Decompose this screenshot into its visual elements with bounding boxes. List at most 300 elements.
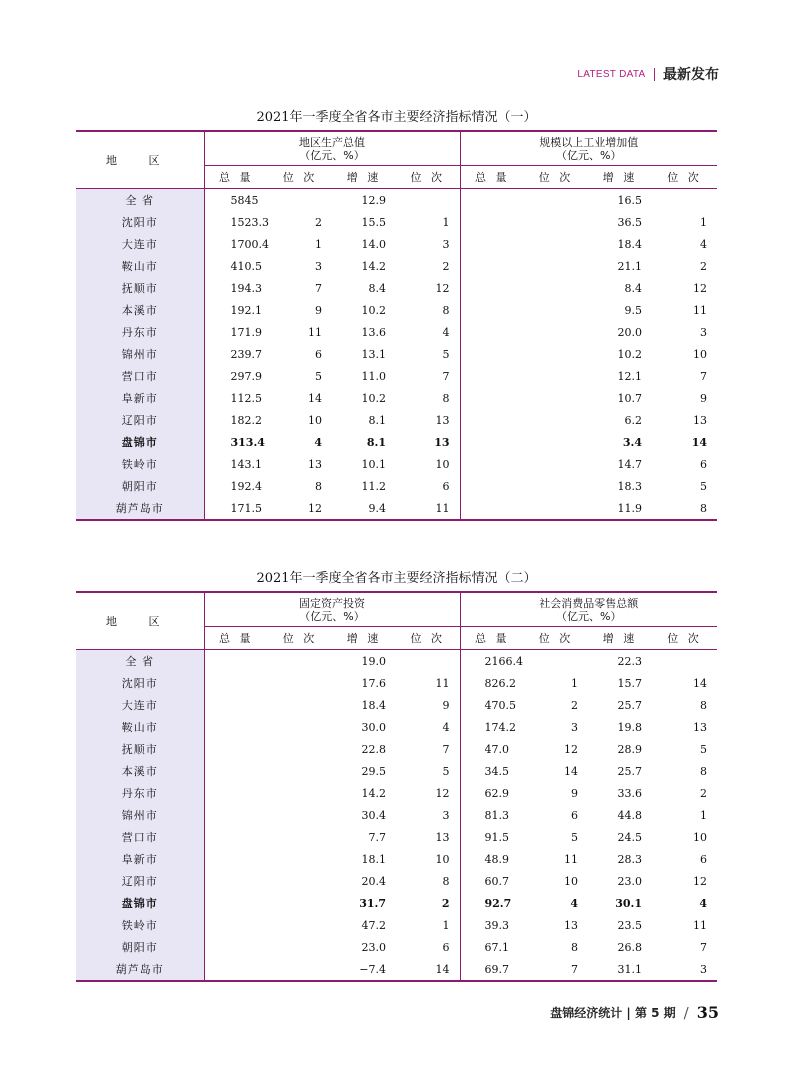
table-cell: 13 [693, 413, 707, 427]
table-cell: 18.4 [617, 237, 642, 251]
table-row [76, 409, 717, 431]
table-cell: 6 [442, 940, 450, 954]
table-cell: 8 [315, 479, 322, 493]
table-cell: 12 [435, 786, 450, 800]
table-cell: 3 [700, 325, 707, 339]
table-cell: 8 [442, 303, 450, 317]
table-cell: 4 [570, 896, 578, 910]
table-cell: 2 [700, 786, 707, 800]
table-cell: 5845 [204, 189, 268, 212]
table-cell: 26.8 [617, 940, 642, 954]
table-cell [204, 650, 268, 673]
table-cell: 14 [691, 435, 707, 449]
table-cell: 13.1 [361, 347, 386, 361]
table-cell: 171.5 [204, 497, 268, 520]
region-name: 锦州市 [76, 343, 204, 365]
table-cell [204, 958, 268, 981]
table-cell: 12 [435, 281, 450, 295]
table-cell [524, 255, 588, 277]
table-cell [524, 299, 588, 321]
table-cell: 19.8 [617, 720, 642, 734]
table-cell: −7.4 [359, 962, 386, 976]
table-cell: 1 [442, 918, 450, 932]
table-cell: 8 [442, 391, 450, 405]
table-cell [460, 431, 524, 453]
table-cell: 9.5 [624, 303, 642, 317]
table-cell: 5 [700, 479, 707, 493]
page-number: 35 [696, 1003, 719, 1022]
table-cell: 11 [435, 676, 450, 690]
table-cell: 31.7 [359, 896, 386, 910]
table-cell: 15.5 [361, 215, 386, 229]
table-cell: 25.7 [617, 764, 642, 778]
table-cell: 29.5 [361, 764, 386, 778]
region-name: 抚顺市 [76, 738, 204, 760]
table-cell [204, 738, 268, 760]
table-cell [204, 826, 268, 848]
table-cell: 7 [571, 962, 578, 976]
table-row [76, 189, 717, 212]
column-group-header [460, 131, 717, 166]
table-cell: 11 [693, 918, 707, 932]
table-cell [204, 848, 268, 870]
table-row [76, 936, 717, 958]
table-cell: 14.2 [361, 259, 386, 273]
table-row [76, 431, 717, 453]
table-cell [268, 870, 332, 892]
table-cell [204, 760, 268, 782]
table-cell: 30.0 [361, 720, 386, 734]
table-cell: 2166.4 [460, 650, 524, 673]
table-cell: 6 [315, 347, 322, 361]
table-cell: 10.2 [361, 303, 386, 317]
footer-slash: / [683, 1003, 689, 1022]
table-cell [204, 936, 268, 958]
table-cell: 10.2 [617, 347, 642, 361]
table-cell: 2 [441, 896, 450, 910]
table-cell: 143.1 [204, 453, 268, 475]
table-cell: 11 [308, 325, 322, 339]
region-name: 营口市 [76, 365, 204, 387]
table-row [76, 233, 717, 255]
table-cell: 192.4 [204, 475, 268, 497]
table-cell: 8 [700, 764, 707, 778]
region-name: 丹东市 [76, 782, 204, 804]
table-cell: 6 [700, 852, 707, 866]
column-group-header [460, 592, 717, 627]
table-cell: 9 [700, 391, 707, 405]
table-cell [460, 475, 524, 497]
column-group-header-line: 固定资产投资 [299, 596, 365, 610]
region-name: 抚顺市 [76, 277, 204, 299]
table-cell: 17.6 [361, 676, 386, 690]
region-name: 本溪市 [76, 760, 204, 782]
table-row [76, 892, 717, 914]
table-row [76, 958, 717, 981]
table-cell: 182.2 [204, 409, 268, 431]
subcolumn-header: 位 次 [396, 166, 460, 189]
table-cell: 4 [700, 237, 707, 251]
table-cell: 7 [442, 369, 450, 383]
table-row [76, 672, 717, 694]
table-cell: 8.4 [624, 281, 642, 295]
subcolumn-header: 总 量 [460, 166, 524, 189]
table-cell: 1523.3 [204, 211, 268, 233]
table-cell: 31.1 [617, 962, 642, 976]
table-cell: 13 [435, 413, 450, 427]
table-cell [268, 716, 332, 738]
table-cell: 11 [564, 852, 578, 866]
table-cell: 3 [442, 808, 450, 822]
table-cell [524, 211, 588, 233]
table-cell: 36.5 [617, 215, 642, 229]
subcolumn-header: 总 量 [460, 627, 524, 650]
region-name: 盘锦市 [76, 431, 204, 453]
region-name: 大连市 [76, 233, 204, 255]
table-row [76, 321, 717, 343]
table-cell [524, 189, 588, 212]
table-row [76, 914, 717, 936]
region-header: 地 区 [76, 592, 204, 650]
region-name: 营口市 [76, 826, 204, 848]
table-cell: 44.8 [617, 808, 642, 822]
table-cell: 13 [435, 830, 450, 844]
table-cell [396, 189, 460, 212]
table-row [76, 870, 717, 892]
table-cell: 1 [700, 215, 707, 229]
table-cell: 10 [435, 457, 450, 471]
section-header [577, 64, 719, 84]
table-row [76, 826, 717, 848]
table-cell: 23.0 [617, 874, 642, 888]
region-name: 葫芦岛市 [76, 958, 204, 981]
table-cell: 1 [315, 237, 322, 251]
column-group-header-line: 地区生产总值 [299, 135, 365, 149]
table-cell [204, 694, 268, 716]
table-cell [268, 804, 332, 826]
table-cell: 20.4 [361, 874, 386, 888]
header-row-groups [76, 131, 717, 166]
header-label-en: LATEST DATA [577, 68, 646, 80]
table-cell: 23.5 [617, 918, 642, 932]
table-cell [460, 189, 524, 212]
table-row [76, 211, 717, 233]
table-cell [204, 716, 268, 738]
table-cell: 8 [700, 501, 707, 515]
table-row [76, 694, 717, 716]
table-cell: 92.7 [460, 892, 524, 914]
table-cell [460, 255, 524, 277]
table-cell: 16.5 [617, 193, 642, 207]
region-header: 地 区 [76, 131, 204, 189]
table-cell: 24.5 [617, 830, 642, 844]
table-row [76, 343, 717, 365]
table-cell: 12 [693, 281, 707, 295]
table-cell: 297.9 [204, 365, 268, 387]
table-cell: 2 [700, 259, 707, 273]
table-cell: 4 [442, 720, 450, 734]
table-cell: 91.5 [460, 826, 524, 848]
region-name: 大连市 [76, 694, 204, 716]
region-name: 朝阳市 [76, 475, 204, 497]
table-cell: 67.1 [460, 936, 524, 958]
column-group-header-line: （亿元、%） [299, 609, 365, 623]
table-cell [460, 211, 524, 233]
table-cell: 112.5 [204, 387, 268, 409]
table-cell: 7 [700, 940, 707, 954]
table-cell [460, 343, 524, 365]
table-cell: 8 [700, 698, 707, 712]
subcolumn-header: 增 速 [588, 166, 652, 189]
table-cell: 12 [308, 501, 322, 515]
column-group-header-line: 社会消费品零售总额 [539, 596, 639, 610]
table-cell [268, 826, 332, 848]
region-name: 葫芦岛市 [76, 497, 204, 520]
region-name: 全 省 [76, 189, 204, 212]
table-cell: 4 [442, 325, 450, 339]
region-name: 鞍山市 [76, 716, 204, 738]
table-row [76, 738, 717, 760]
region-name: 阜新市 [76, 387, 204, 409]
table-cell: 10 [693, 347, 707, 361]
table-row [76, 475, 717, 497]
table-cell [268, 672, 332, 694]
table-cell [652, 189, 717, 212]
table-cell: 5 [571, 830, 578, 844]
table-cell: 3.4 [622, 435, 642, 449]
table-cell [268, 892, 332, 914]
table-cell [268, 914, 332, 936]
table-cell: 69.7 [460, 958, 524, 981]
table-cell: 13 [434, 435, 450, 449]
column-group-header-line: 规模以上工业增加值 [539, 135, 639, 149]
table-cell: 28.9 [617, 742, 642, 756]
table-cell: 11.0 [361, 369, 386, 383]
region-name: 铁岭市 [76, 914, 204, 936]
table-cell: 10 [564, 874, 578, 888]
table-cell: 47.0 [460, 738, 524, 760]
table-row [76, 365, 717, 387]
table-cell: 30.1 [615, 896, 642, 910]
table-cell: 194.3 [204, 277, 268, 299]
table2 [76, 591, 717, 982]
table-cell: 7.7 [368, 830, 386, 844]
table-cell: 11.9 [617, 501, 642, 515]
table-cell: 21.1 [617, 259, 642, 273]
table-cell [204, 804, 268, 826]
table-cell: 6 [442, 479, 450, 493]
table-row [76, 848, 717, 870]
table-cell [460, 409, 524, 431]
subcolumn-header: 位 次 [652, 166, 717, 189]
table-cell: 2 [571, 698, 578, 712]
table-cell [268, 738, 332, 760]
region-name: 锦州市 [76, 804, 204, 826]
table-cell: 9 [442, 698, 450, 712]
column-group-header-line: （亿元、%） [299, 148, 365, 162]
table-cell: 2 [315, 215, 322, 229]
table-row [76, 277, 717, 299]
subcolumn-header: 总 量 [204, 166, 268, 189]
table-cell: 12 [693, 874, 707, 888]
table-cell: 4 [314, 435, 322, 449]
table-cell: 14.7 [617, 457, 642, 471]
table-cell: 410.5 [204, 255, 268, 277]
table-row [76, 453, 717, 475]
table-cell [204, 782, 268, 804]
page-footer [550, 1003, 719, 1022]
region-name: 朝阳市 [76, 936, 204, 958]
table2-title: 2021年一季度全省各市主要经济指标情况（二） [256, 571, 537, 586]
table-cell: 5 [442, 347, 450, 361]
subcolumn-header: 位 次 [268, 166, 332, 189]
table-cell: 33.6 [617, 786, 642, 800]
table-cell [524, 365, 588, 387]
table-row [76, 782, 717, 804]
table-cell: 7 [315, 281, 322, 295]
table-cell: 5 [315, 369, 322, 383]
table-cell: 25.7 [617, 698, 642, 712]
table-row [76, 716, 717, 738]
table-cell [524, 431, 588, 453]
table-cell [524, 343, 588, 365]
table-cell: 7 [442, 742, 450, 756]
table-cell: 22.8 [361, 742, 386, 756]
table-cell [524, 409, 588, 431]
table-row [76, 804, 717, 826]
header-label-cn: 最新发布 [663, 67, 719, 83]
table-cell [652, 650, 717, 673]
table-cell: 1 [442, 215, 450, 229]
table-cell [204, 672, 268, 694]
table-cell: 14.2 [361, 786, 386, 800]
table-cell: 34.5 [460, 760, 524, 782]
table-cell [268, 760, 332, 782]
table-cell [524, 497, 588, 520]
region-name: 全 省 [76, 650, 204, 673]
table-cell: 3 [315, 259, 322, 273]
table-cell: 18.3 [617, 479, 642, 493]
column-group-header [204, 592, 460, 627]
table-cell [460, 321, 524, 343]
table-cell: 1 [571, 676, 578, 690]
subcolumn-header: 增 速 [332, 627, 396, 650]
table-cell: 14.0 [361, 237, 386, 251]
table-cell: 5 [700, 742, 707, 756]
table-cell: 12 [564, 742, 578, 756]
table-cell: 11.2 [361, 479, 386, 493]
table-cell: 18.1 [361, 852, 386, 866]
table-cell: 28.3 [617, 852, 642, 866]
table-cell: 12.9 [361, 193, 386, 207]
subcolumn-header: 位 次 [652, 627, 717, 650]
table-cell: 13 [308, 457, 322, 471]
table-cell: 4 [699, 896, 707, 910]
table-cell: 8.4 [368, 281, 386, 295]
table-cell: 14 [693, 676, 707, 690]
region-name: 丹东市 [76, 321, 204, 343]
table-cell: 11 [693, 303, 707, 317]
table-cell [204, 870, 268, 892]
table-cell: 10 [308, 413, 322, 427]
table-cell [268, 189, 332, 212]
table-cell: 192.1 [204, 299, 268, 321]
table-cell: 10 [693, 830, 707, 844]
table-cell: 15.7 [617, 676, 642, 690]
region-name: 铁岭市 [76, 453, 204, 475]
table-cell [524, 475, 588, 497]
table-cell: 14 [435, 962, 450, 976]
table-cell: 13 [693, 720, 707, 734]
subcolumn-header: 位 次 [524, 166, 588, 189]
table-cell: 3 [700, 962, 707, 976]
table-cell: 10.1 [361, 457, 386, 471]
table-row [76, 760, 717, 782]
table-cell: 174.2 [460, 716, 524, 738]
table-cell: 81.3 [460, 804, 524, 826]
subcolumn-header: 总 量 [204, 627, 268, 650]
table-cell: 6 [571, 808, 578, 822]
table-cell: 18.4 [361, 698, 386, 712]
column-group-header [204, 131, 460, 166]
region-name: 沈阳市 [76, 211, 204, 233]
region-name: 盘锦市 [76, 892, 204, 914]
table-cell [460, 365, 524, 387]
table-cell: 11 [435, 501, 450, 515]
column-group-header-line: （亿元、%） [556, 148, 622, 162]
table-cell: 826.2 [460, 672, 524, 694]
table-cell [460, 233, 524, 255]
table-cell [460, 497, 524, 520]
table-cell [268, 848, 332, 870]
table-cell: 23.0 [361, 940, 386, 954]
table-row [76, 299, 717, 321]
table1-title: 2021年一季度全省各市主要经济指标情况（一） [256, 110, 537, 125]
table-cell [396, 650, 460, 673]
subcolumn-header: 位 次 [524, 627, 588, 650]
table-row [76, 387, 717, 409]
table-cell: 14 [308, 391, 322, 405]
column-group-header-line: （亿元、%） [556, 609, 622, 623]
table-cell: 39.3 [460, 914, 524, 936]
table-cell [268, 958, 332, 981]
table-cell: 2 [442, 259, 450, 273]
table-cell: 60.7 [460, 870, 524, 892]
publication-name: 盘锦经济统计 | 第 5 期 [550, 1006, 676, 1020]
table-cell: 19.0 [361, 654, 386, 668]
table-cell: 8 [442, 874, 450, 888]
table-cell: 10 [435, 852, 450, 866]
subcolumn-header: 增 速 [588, 627, 652, 650]
table-cell [524, 387, 588, 409]
table-cell [460, 277, 524, 299]
table-cell: 48.9 [460, 848, 524, 870]
table-cell: 30.4 [361, 808, 386, 822]
table-row [76, 650, 717, 673]
table-cell: 6 [700, 457, 707, 471]
table-cell: 9.4 [368, 501, 386, 515]
table-cell: 12.1 [617, 369, 642, 383]
table-cell: 9 [315, 303, 322, 317]
table-cell: 10.7 [617, 391, 642, 405]
table-row [76, 497, 717, 520]
table-cell: 10.2 [361, 391, 386, 405]
table-cell: 239.7 [204, 343, 268, 365]
table-cell: 171.9 [204, 321, 268, 343]
table-cell [268, 650, 332, 673]
table-row [76, 255, 717, 277]
table-cell: 13.6 [361, 325, 386, 339]
